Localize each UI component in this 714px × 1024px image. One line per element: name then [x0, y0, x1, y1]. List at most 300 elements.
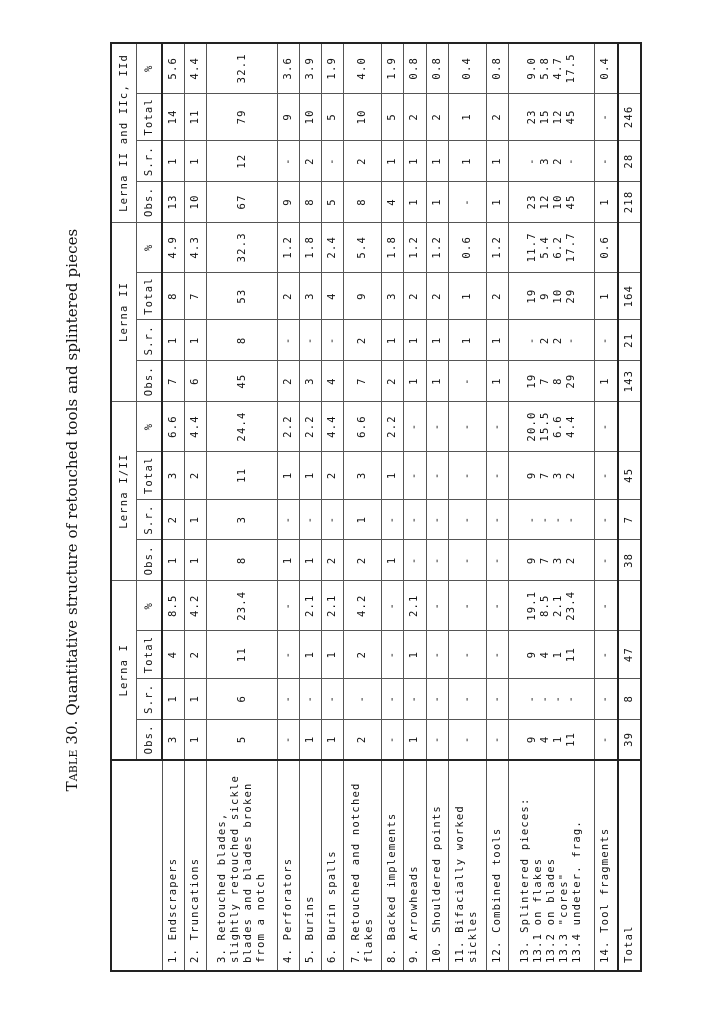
caption-label: Table 30.: [63, 720, 81, 792]
cell-value: -: [430, 515, 443, 524]
cell-value: -: [525, 515, 538, 524]
table-cell: [404, 581, 426, 631]
cell-value: 1.8: [303, 236, 316, 259]
table-cell: [404, 451, 426, 499]
cell-value: 2: [408, 113, 421, 121]
table-cell: [321, 272, 343, 320]
total-cell: 164: [618, 272, 642, 320]
total-cell: [618, 222, 642, 272]
total-row: [618, 43, 642, 971]
cell-value: -: [430, 601, 443, 610]
table-cell: [509, 43, 595, 93]
cell-value: 1: [408, 198, 421, 206]
total-cell: 21: [618, 320, 642, 361]
cell-value: 2: [281, 377, 294, 385]
table-cell: [486, 719, 508, 760]
cell-value: 45: [235, 373, 248, 389]
column-header: Obs.: [137, 182, 163, 223]
table-cell: [321, 182, 343, 223]
cell-value: -: [564, 695, 577, 703]
table-cell: [448, 93, 486, 141]
cell-value: -: [564, 157, 577, 165]
cell-value: -: [408, 471, 421, 480]
table-cell: [382, 272, 404, 320]
table-cell: [486, 402, 508, 452]
cell-value: -: [281, 601, 294, 610]
row-label: 4. Perforators: [277, 760, 299, 971]
cell-value: 2: [490, 113, 503, 121]
total-cell: 143: [618, 361, 642, 402]
cell-value: 5: [386, 113, 399, 121]
cell-value: -: [460, 471, 473, 480]
cell-value: -: [281, 336, 294, 345]
table-cell: [509, 499, 595, 540]
table-cell: [448, 361, 486, 402]
row-label-line: 13. Splintered pieces:: [519, 797, 532, 963]
table-cell: [344, 719, 382, 760]
cell-value: -: [599, 695, 612, 703]
cell-value: -: [408, 556, 421, 565]
total-cell: 218: [618, 182, 642, 223]
table-cell: [321, 93, 343, 141]
table-row: [162, 43, 185, 971]
table-cell: [595, 93, 618, 141]
cell-value: -: [281, 157, 294, 165]
cell-value: 8.5: [167, 594, 180, 618]
table-cell: [448, 402, 486, 452]
table-cell: [162, 272, 185, 320]
cell-value: 1: [189, 157, 202, 165]
cell-value: 1: [386, 556, 399, 565]
cell-value: 2: [303, 157, 316, 165]
table-cell: [595, 43, 618, 93]
table-cell: [426, 141, 448, 182]
cell-value: -: [490, 650, 503, 659]
cell-value: 4.4: [189, 415, 202, 438]
cell-value: -: [599, 422, 612, 431]
table-cell: [185, 678, 207, 719]
cell-value: 1: [281, 471, 294, 480]
table-cell: [162, 182, 185, 223]
cell-value: 5.6: [167, 56, 180, 80]
cell-value: -: [386, 650, 399, 659]
cell-value: 5: [326, 113, 338, 121]
table-cell: [426, 361, 448, 402]
cell-value: 2: [538, 336, 551, 345]
row-label: 1. Endscrapers: [162, 760, 185, 971]
cell-value: 7: [189, 292, 202, 300]
cell-value: -: [599, 735, 612, 744]
cell-value: 2: [430, 113, 443, 121]
table-cell: [448, 182, 486, 223]
cell-value: 23: [525, 194, 538, 210]
total-cell: 28: [618, 141, 642, 182]
table-cell: [299, 499, 321, 540]
cell-value: 3: [235, 515, 248, 524]
table-cell: [404, 222, 426, 272]
cell-value: -: [490, 695, 503, 703]
table-cell: [426, 272, 448, 320]
table-cell: [426, 499, 448, 540]
cell-value: -: [564, 515, 577, 524]
row-label: 6. Burin spalls: [321, 760, 343, 971]
column-header: Obs.: [137, 540, 163, 581]
group-header-label: Lerna I: [117, 643, 130, 697]
cell-value: 2: [551, 336, 564, 345]
caption-text: [63, 229, 81, 792]
table-cell: [207, 141, 277, 182]
table-cell: [321, 719, 343, 760]
cell-value: 13: [167, 194, 180, 210]
table-cell: [162, 141, 185, 182]
table-cell: [321, 43, 343, 93]
table-cell: [382, 678, 404, 719]
cell-value: 1: [408, 336, 421, 345]
table-cell: [448, 141, 486, 182]
table-cell: [162, 678, 185, 719]
cell-value: 3: [303, 377, 316, 385]
table-cell: [162, 451, 185, 499]
column-header: Total: [137, 631, 163, 679]
cell-value: 5: [326, 198, 338, 206]
cell-value: 19.1: [525, 590, 538, 621]
cell-value: 3: [167, 735, 180, 744]
group-header: [111, 581, 137, 760]
table-cell: [382, 451, 404, 499]
cell-value: 29: [564, 373, 577, 389]
group-header: [111, 402, 137, 581]
cell-value: 23.4: [235, 590, 248, 621]
table-cell: [321, 402, 343, 452]
table-cell: [382, 499, 404, 540]
cell-value: 1: [167, 336, 180, 345]
cell-value: 4.4: [326, 415, 338, 438]
total-cell: [618, 43, 642, 93]
table-cell: [382, 93, 404, 141]
cell-value: -: [408, 515, 421, 524]
cell-value: 3: [356, 471, 369, 480]
cell-value: 2: [356, 157, 369, 165]
cell-value: -: [430, 471, 443, 480]
cell-value: 2: [356, 556, 369, 565]
cell-value: -: [386, 515, 399, 524]
cell-value: 1.2: [408, 236, 421, 259]
cell-value: 1: [430, 157, 443, 165]
table-cell: [595, 540, 618, 581]
table-cell: [509, 719, 595, 760]
cell-value: 1: [386, 471, 399, 480]
cell-value: 4.4: [564, 415, 577, 438]
column-header: Obs.: [137, 719, 163, 760]
row-label: 9. Arrowheads: [404, 760, 426, 971]
table-cell: [321, 581, 343, 631]
cell-value: 1: [386, 157, 399, 165]
cell-value: 0.8: [430, 56, 443, 80]
table-cell: [404, 93, 426, 141]
cell-value: -: [326, 695, 338, 703]
cell-value: 7: [167, 377, 180, 385]
cell-value: 9: [538, 292, 551, 300]
table-cell: [426, 678, 448, 719]
table-cell: [185, 93, 207, 141]
cell-value: 1: [460, 157, 473, 165]
column-header: Total: [137, 451, 163, 499]
table-cell: [595, 631, 618, 679]
table-row: [595, 43, 618, 971]
column-header: %: [137, 222, 163, 272]
cell-value: 6.6: [167, 415, 180, 438]
table-row: [277, 43, 299, 971]
row-label: 7. Retouched and notched flakes: [344, 760, 382, 971]
table-cell: [509, 141, 595, 182]
table-cell: [207, 361, 277, 402]
cell-value: -: [303, 515, 316, 524]
cell-value: 1: [408, 377, 421, 385]
cell-value: 29: [564, 288, 577, 304]
cell-value: -: [551, 515, 564, 524]
table-row: [426, 43, 448, 971]
table-cell: [185, 499, 207, 540]
table-row: [299, 43, 321, 971]
cell-value: 4.4: [189, 56, 202, 80]
group-header-label: Lerna II: [117, 281, 130, 343]
cell-value: 2.2: [303, 415, 316, 438]
table-cell: [344, 631, 382, 679]
table-cell: [448, 320, 486, 361]
table-cell: [509, 272, 595, 320]
table-cell: [448, 272, 486, 320]
cell-value: -: [460, 422, 473, 431]
cell-value: -: [599, 556, 612, 565]
row-label-line: 13.2 on blades: [545, 857, 558, 963]
table-cell: [486, 182, 508, 223]
row-label: 2. Truncations: [185, 760, 207, 971]
row-label-line: 13.3 "cores": [558, 872, 571, 963]
cell-value: 5: [235, 735, 248, 744]
cell-value: 1: [189, 336, 202, 345]
cell-value: 10: [303, 109, 316, 125]
table-cell: [162, 581, 185, 631]
column-header: Total: [137, 93, 163, 141]
cell-value: 8: [235, 556, 248, 565]
cell-value: 6: [189, 377, 202, 385]
table-cell: [595, 581, 618, 631]
total-label: Total: [618, 760, 642, 971]
table-cell: [344, 320, 382, 361]
cell-value: 3.9: [303, 56, 316, 80]
group-header-label: Lerna I/II: [117, 453, 130, 529]
cell-value: 1: [599, 377, 612, 385]
table-cell: [448, 719, 486, 760]
cell-value: -: [599, 515, 612, 524]
table-cell: [207, 93, 277, 141]
cell-value: 3: [551, 556, 564, 565]
cell-value: 1: [189, 735, 202, 744]
table-cell: [321, 320, 343, 361]
cell-value: 12: [551, 109, 564, 125]
table-cell: [162, 93, 185, 141]
table-cell: [277, 361, 299, 402]
cell-value: 17.5: [564, 53, 577, 84]
table-row: [382, 43, 404, 971]
cell-value: 24.4: [235, 411, 248, 442]
table-cell: [448, 581, 486, 631]
total-cell: 38: [618, 540, 642, 581]
table-cell: [426, 402, 448, 452]
table-cell: [404, 43, 426, 93]
cell-value: 8: [167, 292, 180, 300]
table-cell: [404, 272, 426, 320]
table-cell: [595, 451, 618, 499]
table-cell: [344, 141, 382, 182]
cell-value: 15: [538, 109, 551, 125]
cell-value: -: [408, 695, 421, 703]
caption-title: Quantitative structure of retouched tools and splintered pieces: [63, 228, 81, 721]
cell-value: 2: [356, 735, 369, 744]
table-cell: [404, 182, 426, 223]
cell-value: 7: [538, 471, 551, 480]
cell-value: 32.1: [235, 53, 248, 84]
table-cell: [486, 631, 508, 679]
total-cell: 39: [618, 719, 642, 760]
column-header: S.r.: [137, 499, 163, 540]
cell-value: -: [326, 157, 338, 165]
table-row: [448, 43, 486, 971]
table-cell: [404, 719, 426, 760]
cell-value: 1.9: [326, 56, 338, 80]
table-cell: [448, 499, 486, 540]
table-cell: [299, 402, 321, 452]
cell-value: 12: [235, 153, 248, 169]
group-header: [111, 222, 137, 401]
cell-value: 79: [235, 109, 248, 125]
table-cell: [382, 141, 404, 182]
table-cell: [299, 581, 321, 631]
cell-value: 4.0: [356, 56, 369, 80]
cell-value: 1: [490, 198, 503, 206]
cell-value: -: [490, 735, 503, 744]
table-cell: [207, 402, 277, 452]
cell-value: 1.2: [430, 236, 443, 259]
cell-value: 1: [430, 377, 443, 385]
cell-value: -: [564, 336, 577, 345]
cell-value: 11: [564, 647, 577, 663]
table-cell: [426, 540, 448, 581]
cell-value: 11: [235, 467, 248, 483]
cell-value: 23: [525, 109, 538, 125]
table-cell: [509, 93, 595, 141]
cell-value: -: [551, 695, 564, 703]
cell-value: -: [490, 601, 503, 610]
table-cell: [277, 182, 299, 223]
cell-value: -: [460, 601, 473, 610]
cell-value: 4.3: [189, 236, 202, 259]
table-cell: [595, 182, 618, 223]
cell-value: 7: [356, 377, 369, 385]
table-cell: [344, 499, 382, 540]
cell-value: 9: [525, 556, 538, 565]
table-cell: [404, 141, 426, 182]
table-cell: [185, 581, 207, 631]
table-cell: [162, 402, 185, 452]
cell-value: 4: [326, 292, 338, 300]
table-cell: [404, 678, 426, 719]
table-row: [185, 43, 207, 971]
cell-value: 5.8: [538, 56, 551, 80]
column-header: %: [137, 402, 163, 452]
cell-value: 11: [235, 647, 248, 663]
cell-value: 4.9: [167, 236, 180, 259]
table-cell: [344, 43, 382, 93]
table-cell: [299, 361, 321, 402]
table-cell: [299, 631, 321, 679]
table-cell: [509, 451, 595, 499]
table-cell: [207, 320, 277, 361]
table-cell: [277, 272, 299, 320]
cell-value: 10: [356, 109, 369, 125]
cell-value: 1: [167, 157, 180, 165]
table-cell: [207, 222, 277, 272]
cell-value: 11.7: [525, 232, 538, 263]
total-cell: 47: [618, 631, 642, 679]
cell-value: 2.1: [408, 594, 421, 618]
table-cell: [277, 402, 299, 452]
cell-value: 9: [281, 198, 294, 206]
table-cell: [382, 320, 404, 361]
table-cell: [509, 631, 595, 679]
table-cell: [321, 361, 343, 402]
cell-value: 9.0: [525, 56, 538, 80]
cell-value: 1: [303, 735, 316, 744]
table-cell: [299, 540, 321, 581]
table-cell: [382, 719, 404, 760]
table-cell: [426, 581, 448, 631]
cell-value: 1: [460, 113, 473, 121]
cell-value: 20.0: [525, 411, 538, 442]
corner-cell: [111, 760, 162, 971]
cell-value: 1: [303, 650, 316, 659]
cell-value: -: [599, 157, 612, 165]
table-cell: [162, 499, 185, 540]
cell-value: 1: [408, 735, 421, 744]
row-label: 5. Burins: [299, 760, 321, 971]
table-cell: [185, 402, 207, 452]
cell-value: -: [490, 515, 503, 524]
cell-value: 2: [167, 515, 180, 524]
table-cell: [486, 678, 508, 719]
table-cell: [595, 222, 618, 272]
group-header: [111, 43, 137, 222]
table-cell: [595, 678, 618, 719]
cell-value: -: [303, 695, 316, 703]
cell-value: 9: [525, 735, 538, 744]
table-cell: [426, 182, 448, 223]
table-cell: [344, 93, 382, 141]
cell-value: 3: [551, 471, 564, 480]
column-header: S.r.: [137, 141, 163, 182]
table-cell: [277, 222, 299, 272]
table-cell: [299, 719, 321, 760]
cell-value: 14: [167, 109, 180, 125]
cell-value: -: [408, 422, 421, 431]
cell-value: 1: [356, 515, 369, 524]
table-cell: [207, 43, 277, 93]
table-cell: [426, 631, 448, 679]
table-cell: [404, 402, 426, 452]
cell-value: 4.2: [356, 594, 369, 618]
cell-value: 0.6: [599, 236, 612, 259]
cell-value: -: [460, 515, 473, 524]
